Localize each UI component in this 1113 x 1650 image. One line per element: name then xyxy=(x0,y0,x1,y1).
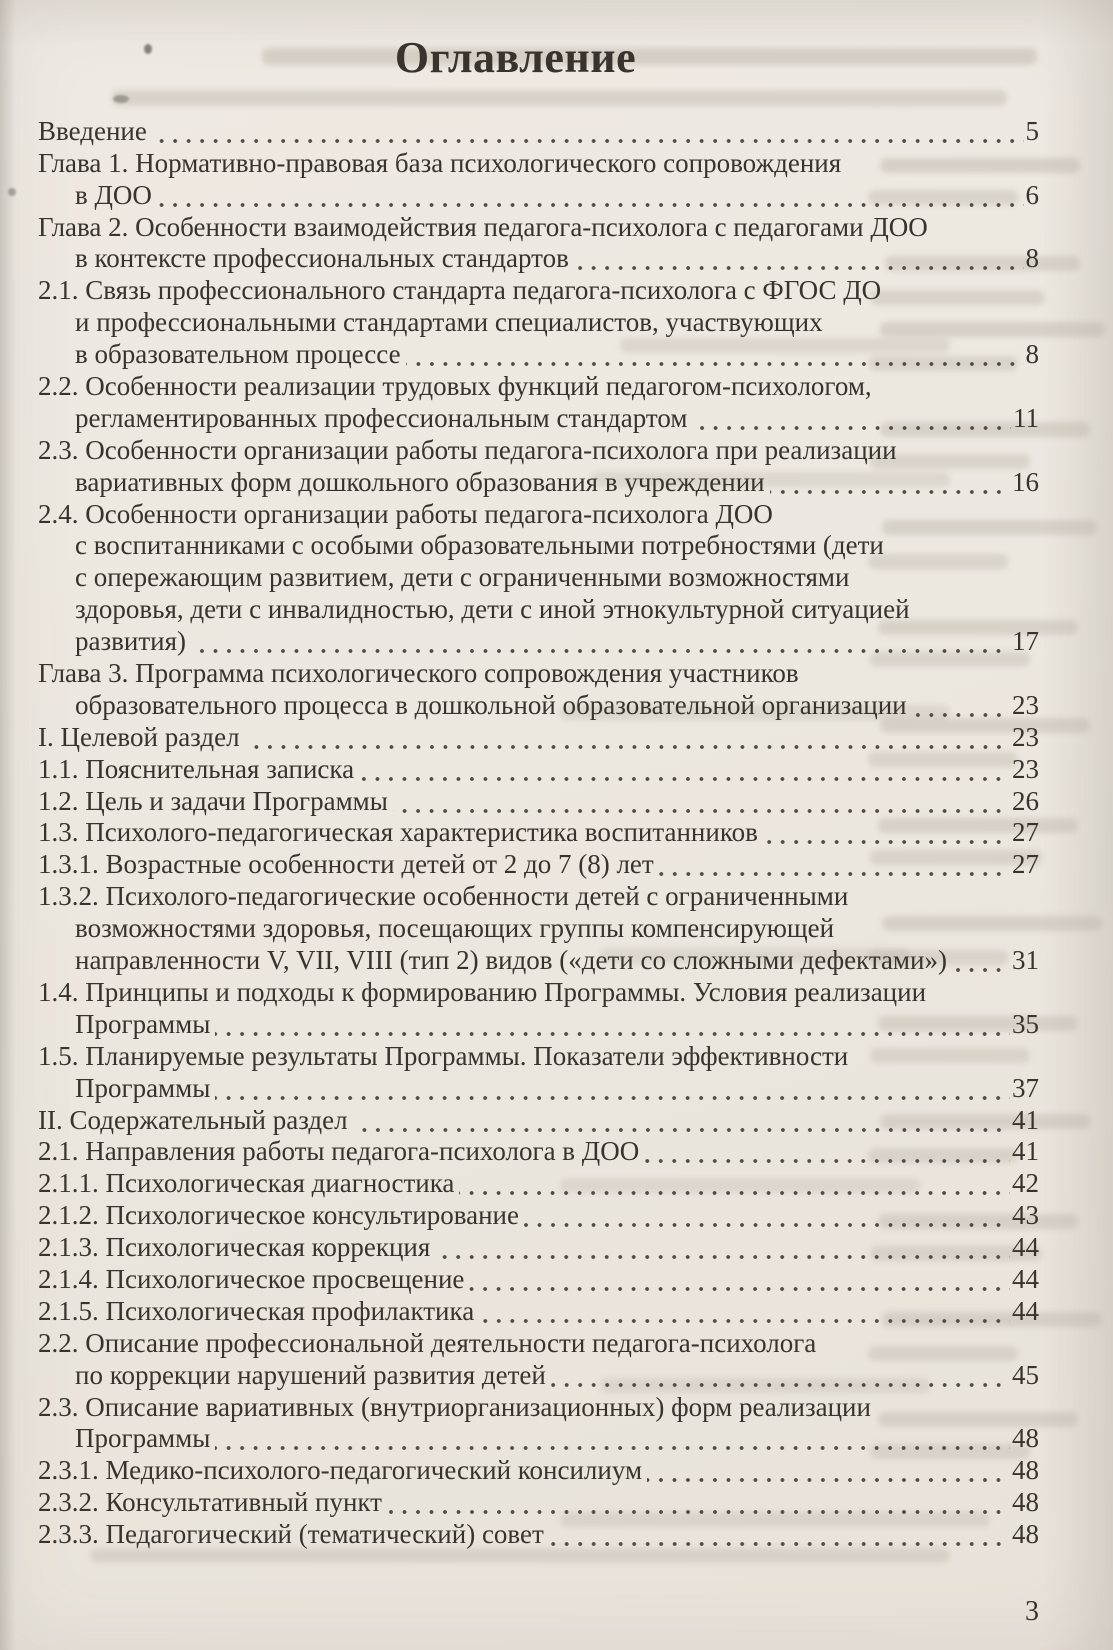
dot-leader xyxy=(459,1187,1010,1198)
toc-entry xyxy=(38,1453,1039,1485)
toc-entry-line xyxy=(38,337,1039,369)
toc-page-number: 8 xyxy=(1025,339,1039,370)
dot-leader xyxy=(549,1538,1010,1549)
toc-entry xyxy=(38,816,1039,848)
toc-entry xyxy=(38,1262,1039,1294)
toc-page-number: 6 xyxy=(1025,179,1039,210)
dot-leader xyxy=(524,1219,1010,1230)
toc-line-text: 2.1.1. Психологическая диагностика xyxy=(38,1168,455,1199)
toc-entry-line xyxy=(38,784,1039,816)
toc-entry-line xyxy=(38,1453,1039,1485)
toc-entry-line xyxy=(38,1262,1039,1294)
toc-entry-line xyxy=(38,1517,1039,1549)
dot-leader xyxy=(644,1155,1010,1166)
toc-line-text: 2.1. Связь профессионального стандарта педагога-психолога с ФГОС ДО xyxy=(38,275,882,306)
dot-leader xyxy=(191,645,1010,656)
toc-line-text: Программы xyxy=(75,1072,211,1103)
toc-line-text: Глава 2. Особенности взаимодействия педагога-психолога с педагогами ДОО xyxy=(38,211,928,242)
toc-line-text: 2.3.2. Консультативный пункт xyxy=(38,1487,382,1518)
toc-line-text: 2.3.1. Медико-психолого-педагогический консилиум xyxy=(38,1455,643,1486)
toc-entry-line xyxy=(38,816,1039,848)
toc-line-text: в образовательном процессе xyxy=(75,339,401,370)
toc-entry xyxy=(38,114,1039,146)
dot-leader xyxy=(393,805,1010,816)
toc-line-text: 2.1. Направления работы педагога-психолога в ДОО xyxy=(38,1136,640,1167)
toc-line-text: 1.1. Пояснительная записка xyxy=(38,753,355,784)
toc-entry xyxy=(38,1326,1039,1390)
toc-page-number: 43 xyxy=(1012,1200,1039,1231)
toc-page-number: 5 xyxy=(1025,115,1039,146)
dot-leader xyxy=(770,486,1010,497)
dot-leader xyxy=(215,1442,1010,1453)
toc-entry-line xyxy=(38,879,1039,911)
toc-page-number: 48 xyxy=(1012,1487,1039,1518)
toc-entry-line xyxy=(38,114,1039,146)
toc-line-text: Программы xyxy=(75,1008,211,1039)
toc-page-number: 27 xyxy=(1012,849,1039,880)
toc-entry-line xyxy=(38,847,1039,879)
dot-leader xyxy=(387,1506,1010,1517)
toc-entry xyxy=(38,146,1039,210)
toc-line-text: 2.3. Описание вариативных (внутриорганизационных) форм реализации xyxy=(38,1391,871,1422)
toc-page-number: 23 xyxy=(1012,753,1039,784)
toc-line-text: 1.4. Принципы и подходы к формированию Программы. Условия реализации xyxy=(38,976,927,1007)
dot-leader xyxy=(763,836,1010,847)
toc-entry xyxy=(38,975,1039,1039)
toc-line-text: регламентированных профессиональным стандартом xyxy=(75,402,688,433)
toc-page-number: 23 xyxy=(1012,689,1039,720)
toc-line-text: с опережающим развитием, дети с ограниченными возможностями xyxy=(75,562,850,593)
dot-leader xyxy=(359,773,1010,784)
toc-entry-line xyxy=(38,1390,1039,1422)
dot-leader xyxy=(215,1092,1010,1103)
toc-line-text: в ДОО xyxy=(75,179,152,210)
dot-leader xyxy=(152,135,1024,146)
page-title: Оглавление xyxy=(394,33,637,82)
toc-line-text: здоровья, дети с инвалидностью, дети с иной этнокультурной ситуацией xyxy=(75,594,910,625)
toc-entry xyxy=(38,879,1039,975)
toc-entry-line xyxy=(38,688,1039,720)
toc-page-number: 26 xyxy=(1012,785,1039,816)
toc-page-number: 31 xyxy=(1012,945,1039,976)
toc-line-text: в контексте профессиональных стандартов xyxy=(75,243,569,274)
toc-entry xyxy=(38,273,1039,369)
toc-entry xyxy=(38,210,1039,274)
toc-line-text: вариативных форм дошкольного образования в учреждении xyxy=(75,466,765,497)
toc-line-text: и профессиональными стандартами специалистов, участвующих xyxy=(75,307,823,338)
toc-line-text: Введение xyxy=(38,115,147,146)
dot-leader xyxy=(245,741,1010,752)
toc-entry xyxy=(38,784,1039,816)
dot-leader xyxy=(574,262,1024,273)
toc-page-number: 16 xyxy=(1012,466,1039,497)
toc-line-text: 2.3.3. Педагогический (тематический) совет xyxy=(38,1519,544,1550)
toc-entry-line xyxy=(38,656,1039,688)
toc-entry-line xyxy=(38,1166,1039,1198)
dot-leader xyxy=(215,1028,1010,1039)
toc-entry xyxy=(38,1103,1039,1135)
toc-entry-line xyxy=(38,210,1039,242)
toc-page-number: 41 xyxy=(1012,1104,1039,1135)
toc-page-number: 41 xyxy=(1012,1136,1039,1167)
toc-entry-line xyxy=(38,178,1039,210)
toc-entry-line xyxy=(38,1230,1039,1262)
dot-leader xyxy=(647,1474,1010,1485)
dot-leader xyxy=(659,868,1010,879)
toc-line-text: 1.5. Планируемые результаты Программы. Показатели эффективности xyxy=(38,1040,849,1071)
toc-entry-line xyxy=(38,1198,1039,1230)
toc-line-text: 2.2. Описание профессиональной деятельности педагога-психолога xyxy=(38,1327,817,1358)
toc-page-number: 17 xyxy=(1012,626,1039,657)
toc-line-text: 2.1.3. Психологическая коррекция xyxy=(38,1232,431,1263)
toc-entry-line xyxy=(38,273,1039,305)
dot-leader xyxy=(912,709,1010,720)
toc-line-text: Глава 3. Программа психологического сопровождения участников xyxy=(38,658,799,689)
toc-line-text: направленности V, VII, VIII (тип 2) видов («дети со сложными дефектами») xyxy=(75,945,947,976)
toc-line-text: развития) xyxy=(75,626,187,657)
toc-entry-line xyxy=(38,720,1039,752)
toc-entry-line xyxy=(38,911,1039,943)
toc-entry-line xyxy=(38,975,1039,1007)
dot-leader xyxy=(157,199,1024,210)
toc-entry xyxy=(38,656,1039,720)
toc-entry xyxy=(38,369,1039,433)
toc-line-text: по коррекции нарушений развития детей xyxy=(75,1359,546,1390)
toc-line-text: с воспитанниками с особыми образовательными потребностями (дети xyxy=(75,530,884,561)
toc-entry-line xyxy=(38,1103,1039,1135)
toc-line-text: 1.3.2. Психолого-педагогические особенности детей с ограниченными xyxy=(38,881,849,912)
toc-entry-line xyxy=(38,1294,1039,1326)
toc-entry-line xyxy=(38,305,1039,337)
toc-line-text: 2.1.5. Психологическая профилактика xyxy=(38,1295,475,1326)
toc-entry-line xyxy=(38,1326,1039,1358)
toc-entry-line xyxy=(38,529,1039,561)
toc-entry-line xyxy=(38,497,1039,529)
toc-entry xyxy=(38,1166,1039,1198)
toc-entry-line xyxy=(38,369,1039,401)
toc-entry-line xyxy=(38,624,1039,656)
dot-leader xyxy=(692,422,1011,433)
toc-entry xyxy=(38,1135,1039,1167)
toc-page-number: 37 xyxy=(1012,1072,1039,1103)
toc-line-text: возможностями здоровья, посещающих группы компенсирующей xyxy=(75,913,835,944)
toc-entry xyxy=(38,1390,1039,1454)
toc-page-number: 35 xyxy=(1012,1008,1039,1039)
toc-page-number: 48 xyxy=(1012,1455,1039,1486)
table-of-contents xyxy=(38,114,1039,1549)
toc-entry-line xyxy=(38,1358,1039,1390)
toc-entry-line xyxy=(38,242,1039,274)
toc-entry-line xyxy=(38,1485,1039,1517)
toc-line-text: I. Целевой раздел xyxy=(38,721,240,752)
toc-entry-line xyxy=(38,1422,1039,1454)
toc-page-number: 48 xyxy=(1012,1423,1039,1454)
toc-entry-line xyxy=(38,752,1039,784)
bleedthrough-text-artifact xyxy=(90,1548,950,1563)
toc-entry-line xyxy=(38,1071,1039,1103)
toc-line-text: 2.2. Особенности реализации трудовых функций педагогом-психологом, xyxy=(38,371,872,402)
toc-page-number: 44 xyxy=(1012,1232,1039,1263)
folio-page-number: 3 xyxy=(1025,1596,1039,1627)
toc-entry xyxy=(38,497,1039,656)
toc-line-text: 2.1.4. Психологическое просвещение xyxy=(38,1263,465,1294)
toc-page-number: 8 xyxy=(1025,243,1039,274)
toc-entry-line xyxy=(38,1039,1039,1071)
toc-line-text: 1.3. Психолого-педагогическая характеристика воспитанников xyxy=(38,817,758,848)
toc-line-text: 2.4. Особенности организации работы педагога-психолога ДОО xyxy=(38,498,773,529)
dot-leader xyxy=(406,358,1024,369)
toc-page-number: 11 xyxy=(1013,402,1039,433)
toc-entry-line xyxy=(38,433,1039,465)
toc-entry xyxy=(38,1485,1039,1517)
dot-leader xyxy=(479,1315,1010,1326)
toc-entry-line xyxy=(38,1135,1039,1167)
toc-page-number: 44 xyxy=(1012,1263,1039,1294)
toc-line-text: образовательного процесса в дошкольной образовательной организации xyxy=(75,689,907,720)
toc-entry-line xyxy=(38,401,1039,433)
toc-line-text: 1.3.1. Возрастные особенности детей от 2 до 7 (8) лет xyxy=(38,849,654,880)
toc-entry xyxy=(38,720,1039,752)
dot-leader xyxy=(551,1379,1010,1390)
toc-entry xyxy=(38,1230,1039,1262)
toc-line-text: 1.2. Цель и задачи Программы xyxy=(38,785,388,816)
toc-entry xyxy=(38,1294,1039,1326)
toc-line-text: Глава 1. Нормативно-правовая база психологического сопровождения xyxy=(38,147,842,178)
toc-entry xyxy=(38,1198,1039,1230)
toc-entry xyxy=(38,1517,1039,1549)
toc-entry-line xyxy=(38,1007,1039,1039)
dot-leader xyxy=(435,1251,1010,1262)
dot-leader xyxy=(353,1124,1010,1135)
toc-entry xyxy=(38,433,1039,497)
toc-entry-line xyxy=(38,592,1039,624)
toc-page-number: 44 xyxy=(1012,1295,1039,1326)
toc-entry-line xyxy=(38,465,1039,497)
toc-page-number: 23 xyxy=(1012,721,1039,752)
toc-page-number: 42 xyxy=(1012,1168,1039,1199)
toc-page-number: 45 xyxy=(1012,1359,1039,1390)
toc-line-text: II. Содержательный раздел xyxy=(38,1104,348,1135)
toc-entry xyxy=(38,847,1039,879)
toc-line-text: 2.1.2. Психологическое консультирование xyxy=(38,1200,519,1231)
toc-entry-line xyxy=(38,146,1039,178)
toc-entry xyxy=(38,1039,1039,1103)
dot-leader xyxy=(952,964,1010,975)
toc-entry-line xyxy=(38,943,1039,975)
toc-entry-line xyxy=(38,560,1039,592)
dot-leader xyxy=(469,1283,1010,1294)
toc-page-number: 48 xyxy=(1012,1519,1039,1550)
toc-line-text: 2.3. Особенности организации работы педагога-психолога при реализации xyxy=(38,434,897,465)
toc-line-text: Программы xyxy=(75,1423,211,1454)
toc-page-number: 27 xyxy=(1012,817,1039,848)
toc-entry xyxy=(38,752,1039,784)
